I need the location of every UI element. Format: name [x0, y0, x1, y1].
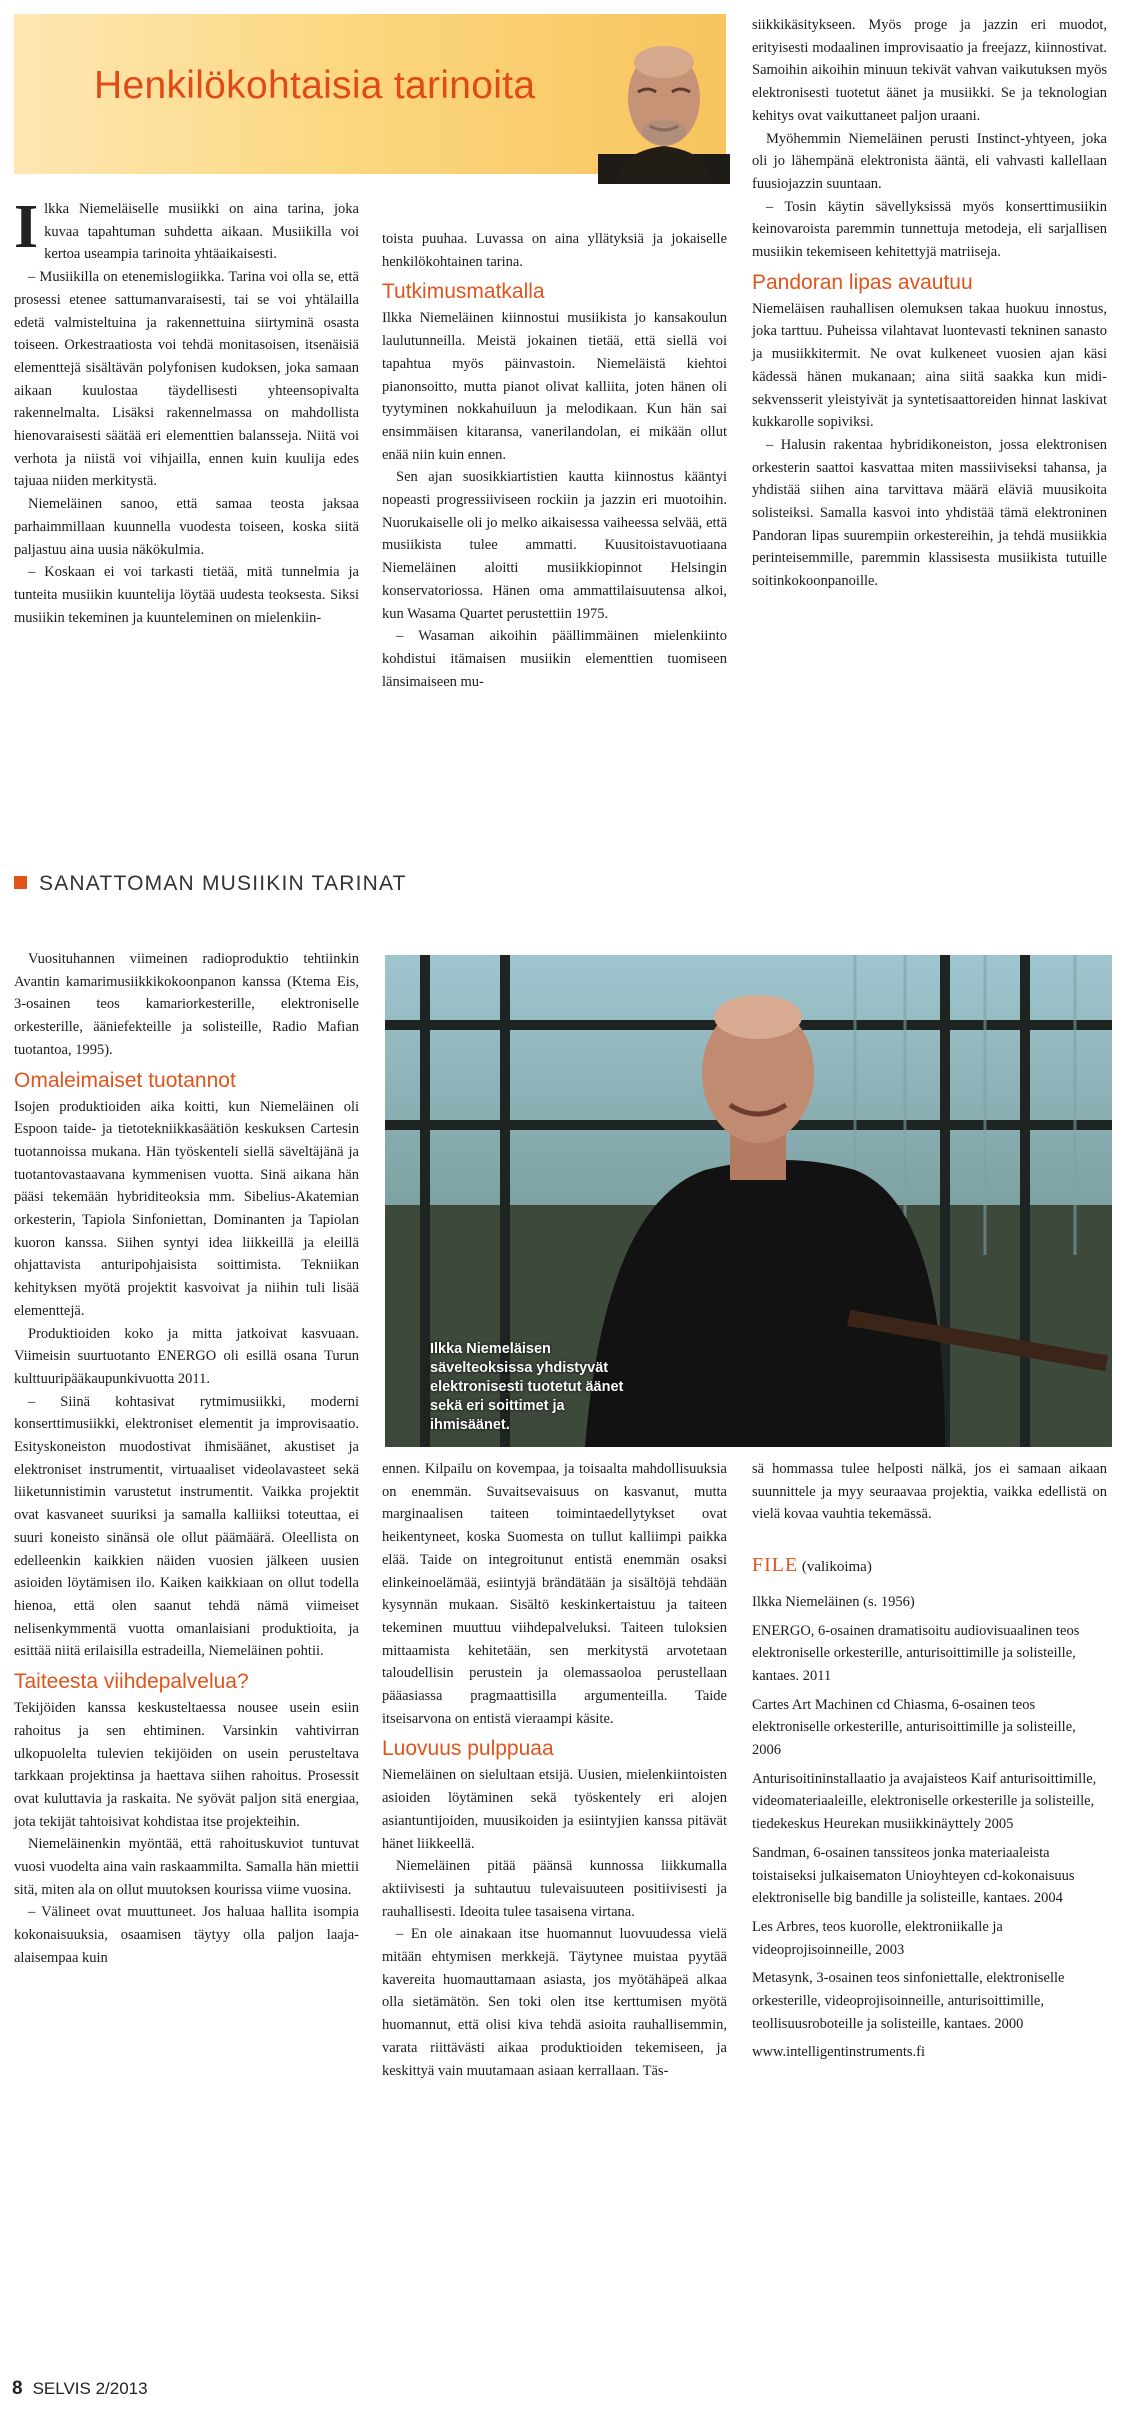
- paragraph: – Musiikilla on etenemislogiikka. Tarina voi olla se, että prosessi etenee sattumanvaraisesti, tai se voi yhtälailla edetä valmisteltuina ja rakennettuina siirtyminä osasta toiseen. Orkestraatiosta voi tehdä monitasoisen, itsenäisiä elementtejä sisältävän polyfonisen kudoksen, joka samaan aikaan kuulostaa täydellisesti yhteensopivalta rakennelmalta. Lisäksi rakennelmassa on mahdollista hienovaraisesti säätää eri elementtien balansseja. Niitä voi verhota ja niistä voi vihjailla, ennen kuin kuulija edes tajuaa niiden merkitystä.: [14, 269, 359, 490]
- page-banner: [14, 14, 726, 174]
- paragraph: – En ole ainakaan itse huomannut luovuudessa vielä mitään ehtymisen merkkejä. Täytynee muistaa pyytää kavereita huomauttamaan asiasta, jos myötähäpeä alkaa olla sietämätön. Sen toki olen itse kerttumisen myötä huomannut, että olisi kiva tehdä asioita rauhallisemmin, varata riittävästi aikaa produktioiden tekemiseen, ja keskittyä vain muutamaan asiaan kerrallaan. Täs-: [382, 1926, 727, 2079]
- works-list: [752, 1591, 1107, 2064]
- paragraph: Myöhemmin Niemeläinen perusti Instinct-yhtyeen, joka oli jo lähempänä elektronista ääntä, eli vahvasti kallellaan fuusiojazzin suuntaan.: [752, 130, 1107, 192]
- paragraph: – Siinä kohtasivat rytmimusiikki, moderni konserttimusiikki, elektroniset elementit ja improvisaatio. Esityskoneiston muodostivat ihmisäänet, akustiset ja elektroniset instrumentit, virtuaaliset videolavasteet sekä liiketunnistimin varustetut instrumentit. Vaikka projektit ovat kasvaneet suuriksi ja samalla kalliiksi toteuttaa, ei suuri koneisto sinänsä ole ollut päämäärä. Oleellista on edelleenkin kaikkien näiden vuosien jälkeen uusien asioiden löytämisen ilo. Kaiken kaikkiaan on ollut todella hienoa, että olen saanut tehdä nämä viimeiset nelisenkymmentä vuotta omanlaisiani produktioita, ja esittää niitä erilaisilla estradeilla, Niemeläinen pohtii.: [14, 1393, 359, 1660]
- paragraph: lkka Niemeläiselle musiikki on aina tarina, joka kuvaa tapahtuman suhdetta aikaan. Musiikilla voi kertoa useampia tarinoita yhtäaikaisesti.: [44, 201, 359, 263]
- paragraph: siikkikäsitykseen. Myös proge ja jazzin eri muodot, erityisesti modaalinen improvisaatio ja freejazz, kiinnostivat. Samoihin aikoihin minuun tekivät vahvan vaikutuksen myös elektronisesti tuotetut äänet ja musiikki. Se ja teknologian kehitys ovat vaikuttaneet paljon uraani.: [752, 17, 1107, 124]
- file-person: Ilkka Niemeläinen (s. 1956): [752, 1593, 915, 1610]
- section-marker: [14, 876, 27, 889]
- portrait-photo: [385, 955, 1112, 1447]
- website-link[interactable]: www.intelligentinstruments.fi: [752, 2044, 926, 2061]
- drop-cap: I: [14, 193, 39, 261]
- top-column-2: [382, 228, 727, 693]
- work-item: Cartes Art Machinen cd Chiasma, 6-osainen teos elektroniselle orkesterille, anturisoittimille ja solisteille, 2006: [752, 1696, 1076, 1759]
- file-heading-note: (valikoima): [801, 1559, 872, 1576]
- paragraph: Niemeläinenkin myöntää, että rahoituskuviot tuntuvat vuosi vuodelta aina vain raskaammilta. Samalla hän miettii sitä, miten ala on ollut muutoksen kourissa viime vuosina.: [14, 1836, 359, 1898]
- paragraph: – Koskaan ei voi tarkasti tietää, mitä tunnelmia ja tunteita musiikin kuuntelija löytää uudesta teoksesta. Siksi musiikin tekeminen ja kuunteleminen on mielenkiin-: [14, 564, 359, 626]
- subheading-luovuus-pulppuaa: Luovuus pulppuaa: [382, 1737, 554, 1761]
- author-portrait: [598, 34, 730, 184]
- subheading-taiteesta-viihdepalveluа: Taiteesta viihdepalveluа?: [14, 1670, 249, 1694]
- file-heading: FILE: [752, 1554, 799, 1577]
- paragraph: Niemeläinen on sielultaan etsijä. Uusien, mielenkiintoisten asioiden löytäminen sekä työskentely eri alojen asiantuntijoiden, muusikoiden ja esiintyjien kanssa pitävät hänet liikkeellä.: [382, 1767, 727, 1852]
- page-number: 8: [12, 2378, 23, 2399]
- subheading-omaleimaiset-tuotannot: Omaleimaiset tuotannot: [14, 1068, 236, 1092]
- photo-caption: Ilkka Niemeläisen sävelteoksissa yhdistyvät elektronisesti tuotetut äänet sekä eri soittimet ja ihmisäänet.: [430, 1341, 624, 1433]
- bottom-column-3: [752, 1458, 1107, 2070]
- paragraph: Sen ajan suosikkiartistien kautta kiinnostus kääntyi nopeasti progressiiviseen rockiin ja jazzin eri muotoihin. Nuorukaiselle oli jo melko aikaisessa vaiheessa selvää, että musiikista tulee ammatti. Kuusitoistavuotiaana Niemeläinen aloitti musiikkiopinnot Helsingin konservatoriossa. Hänen oma ammattilaisuutensa alkoi, kun Wasama Quartet perustettiin 1975.: [382, 469, 727, 622]
- work-item: Metasynk, 3-osainen teos sinfoniettalle, elektroniselle orkesterille, videoprojisoinneille, anturisoittimille, teollisuusroboteille ja solisteille, kantaes. 2000: [752, 1970, 1065, 2032]
- paragraph: Vuosituhannen viimeinen radioproduktio tehtiinkin Avantin kamarimusiikkikokoonpanon kanssa (Ktema Eis, 3-osainen teos kamariorkesterille, elektroniselle orkesterille, ääniefekteille ja solisteille, Radio Mafian tuotantoa, 1995).: [14, 951, 359, 1058]
- section-heading: [14, 872, 407, 896]
- paragraph: sä hommassa tulee helposti nälkä, jos ei samaan aikaan suunnittele ja myy seuraavaa projektia, vaikka edellistä on vielä kovaa vauhtia tekemässä.: [752, 1461, 1107, 1523]
- bottom-column-2: [382, 1458, 727, 2082]
- file-box-heading: [752, 1554, 1107, 1579]
- paragraph: Isojen produktioiden aika koitti, kun Niemeläinen oli Espoon taide- ja tietotekniikkasäätiön keskuksen Cartesin tuotannoissa mukana. Hän työskenteli siellä säveltäjänä ja tuotantovastaavana kymmenisen vuotta. Sinä aikana hän pääsi tekemään hybriditeoksia mm. Sibelius-Akatemian orkesterin, Tapiola Sinfoniettan, Dominanten ja Tapiolan kuoron kanssa. Siihen syntyi idea liikkeillä ja eleillä ohjattavista anturipohjaisista soittimista. Tekniikan kehityksen myötä projektit kasvoivat ja niihin tuli lisää elementtejä.: [14, 1098, 359, 1319]
- subheading-pandoran-lipas: Pandoran lipas avautuu: [752, 270, 973, 294]
- paragraph: Produktioiden koko ja mitta jatkoivat kasvuaan. Viimeisin suurtuotanto ENERGO oli esillä osana Turun kulttuuripääkaupunkivuotta 2011.: [14, 1325, 359, 1387]
- paragraph: toista puuhaa. Luvassa on aina yllätyksiä ja jokaiselle henkilökohtainen tarina.: [382, 231, 727, 270]
- paragraph: Niemeläinen pitää päänsä kunnossa liikkumalla aktiivisesti ja suhtautuu tulevaisuuteen positiivisesti ja rauhallisesti. Ideoita tulee tasaisena virtana.: [382, 1858, 727, 1920]
- work-item: Les Arbres, teos kuorolle, elektroniikalle ja videoprojisoinneille, 2003: [752, 1918, 1003, 1958]
- paragraph: Niemeläinen sanoo, että samaa teosta jaksaa parhaimmillaan kuunnella vuodesta toiseen, koska siitä paljastuu aina uusia näkökulmia.: [14, 496, 359, 558]
- work-item: Sandman, 6-osainen tanssiteos jonka materiaaleista toistaiseksi julkaisematon Unioyhteyen cd-kokonaisuus elektroniselle big bandille ja solisteille, kantaes. 2004: [752, 1844, 1075, 1907]
- work-item: ENERGO, 6-osainen dramatisoitu audiovisuaalinen teos elektroniselle orkesterille, anturisoittimille ja solisteille, kantaes. 2011: [752, 1622, 1080, 1684]
- bottom-column-1: [14, 948, 359, 1970]
- section-title: SANATTOMAN MUSIIKIN TARINAT: [39, 872, 407, 895]
- magazine-issue: SELVIS 2/2013: [32, 2379, 148, 2398]
- top-column-3: [752, 14, 1107, 593]
- paragraph: Tekijöiden kanssa keskusteltaessa nousee usein esiin rahoitus ja sen ehtiminen. Varsinkin vahtivirran ulkopuolelta tulevien tekijöiden on usein perusteltava tarkkaan projektinsa ja haettava siihen rahoitus. Prosessit ovat kuluttavia ja raskaita. Ne syövät paljon sitä energiaa, jota tekijät tahtoisivat kohdistaa itse projekteihin.: [14, 1700, 359, 1830]
- paragraph: – Tosin käytin sävellyksissä myös konserttimusiikin keinovaroista paremmin tunnettuja metodeja, eli sarjallisen musiikin tekemiseen kehitettyjä matriiseja.: [752, 198, 1107, 261]
- subheading-tutkimusmatkalla: Tutkimusmatkalla: [382, 280, 545, 304]
- work-item: Anturisoitininstallaatio ja avajaisteos Kaif anturisoittimille, videomateriaaleille, elektroniselle orkesterille ja solisteille, tiedekeskus Heurekan musiikkinäyttely 2005: [752, 1770, 1097, 1833]
- page-footer: [12, 2378, 148, 2400]
- paragraph: Ilkka Niemeläinen kiinnostui musiikista jo kansakoulun laulutunneilla. Meistä jokainen tietää, että siellä voi tapahtua myös päinvastoin. Niemeläistä kiehtoi pianonsoitto, mutta pianot olivat kalliita, joten hänen oli tyytyminen nokkahuiluun ja melodikaan. Kun hän sai ensimmäisen kitaransa, vanerilandolan, ei mikään ollut enää niin kuin ennen.: [382, 310, 727, 463]
- paragraph: – Halusin rakentaa hybridikoneiston, jossa elektronisen orkesterin saattoi kasvattaa miten massiiviseksi tahansa, ja yhdistää siihen aina tarvittava määrä eläviä muusikoita solisteiksi. Samalla kasvoi into yhdistää tämä elektroninen Pandoran lipas suurempiin orkestereihin, ja tehdä musiikkia perinteisemmille, paremmin klassisesta musiikista tutuille soitinkokoonpanoille.: [752, 436, 1107, 590]
- top-column-1: [14, 193, 359, 629]
- paragraph: – Wasaman aikoihin päällimmäinen mielenkiinto kohdistui itämaisen musiikin elementtien tuomiseen länsimaiseen mu-: [382, 628, 727, 690]
- paragraph: – Välineet ovat muuttuneet. Jos haluaa hallita isompia kokonaisuuksia, osaamisen täytyy olla paljon laaja-alaisempaa kuin: [14, 1904, 359, 1966]
- paragraph: ennen. Kilpailu on kovempaa, ja toisaalta mahdollisuuksia on enemmän. Suvaitsevaisuus on kasvanut, mutta marginaalisen taiteen toimintaedellytykset ovat heikentyneet, koska Suomesta on tullut kalliimpi paikka elää. Taide on integroitunut entistä enemmän osaksi elinkeinoelämää, esiintyjä brändätään ja sisältöjä tehdään kysynnän mukaan. Sisältö keskinkertaistuu ja taiteen tekeminen muuttuu viihdepalveluksi. Taiteen tuloksien mittaamista kehitetään, sen merkitystä arvotetaan taloudellisin perustein ja olemassaoloa perustellaan pääasiassa pragmaattisilla argumenteilla. Taide itseisarvona on entistä vieraampi käsite.: [382, 1461, 727, 1727]
- paragraph: Niemeläisen rauhallisen olemuksen takaa huokuu innostus, joka tarttuu. Puheissa vilahtavat luontevasti tekninen sanasto ja musiikkitermit. Ne ovat kulkeneet vuosien ajan käsi kädessä hänen mukanaan; aina siitä saakka kun midi-sekvensserit yleistyivät ja syntetisaattoreiden hinnat laskivat kukkarolle sopiviksi.: [752, 300, 1107, 431]
- page-title: Henkilökohtaisia tarinoita: [94, 64, 536, 107]
